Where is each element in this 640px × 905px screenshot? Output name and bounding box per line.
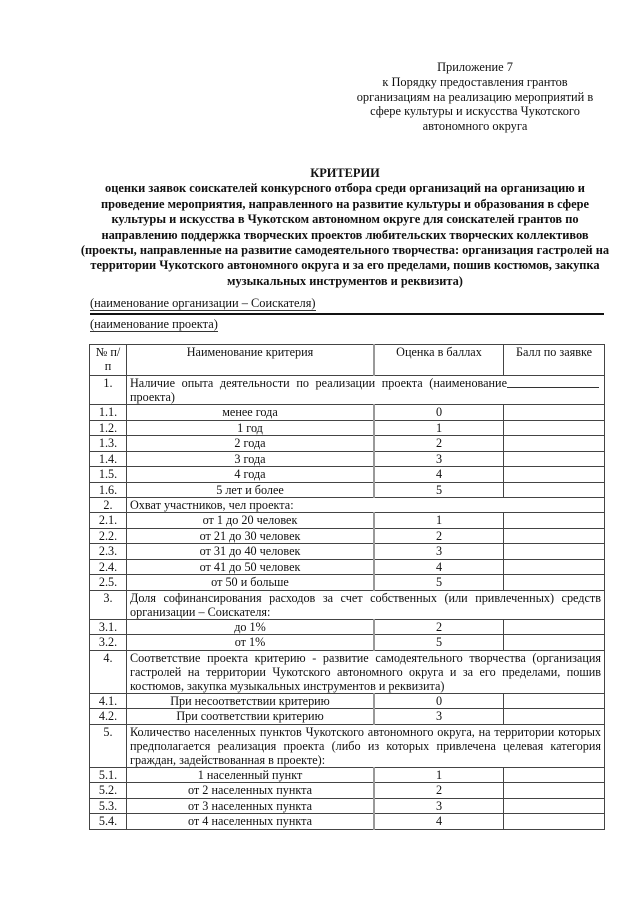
row-bal-input[interactable] (504, 693, 605, 709)
row-name: менее года (127, 405, 375, 421)
table-header-row (90, 345, 605, 376)
row-num: 4.2. (90, 709, 127, 725)
row-num: 1.5. (90, 467, 127, 483)
row-num: 1.4. (90, 451, 127, 467)
organization-name-field: (наименование организации – Соискателя) (90, 296, 316, 310)
row-num: 4.1. (90, 693, 127, 709)
row-bal-input[interactable] (504, 451, 605, 467)
row-bal-input[interactable] (504, 619, 605, 635)
table-row (90, 767, 605, 783)
row-bal-input[interactable] (504, 405, 605, 421)
row-num: 5.3. (90, 798, 127, 814)
row-score: 5 (374, 575, 504, 591)
row-bal-input[interactable] (504, 436, 605, 452)
table-row (90, 559, 605, 575)
row-name: 2 года (127, 436, 375, 452)
appendix-line: сфере культуры и искусства Чукотского (370, 104, 580, 119)
table-row (90, 619, 605, 635)
row-bal-input[interactable] (504, 513, 605, 529)
row-name: от 41 до 50 человек (127, 559, 375, 575)
table-row (90, 798, 605, 814)
table-row (90, 544, 605, 560)
appendix-line: организациям на реализацию мероприятий в (356, 89, 594, 104)
row-name: от 31 до 40 человек (127, 544, 375, 560)
row-bal-input[interactable] (504, 559, 605, 575)
row-score: 1 (374, 420, 504, 436)
section-text (127, 590, 605, 619)
section-text (127, 724, 605, 767)
header-num: № п/п (90, 345, 127, 376)
table-row (90, 436, 605, 452)
table-row (90, 635, 605, 651)
row-score: 1 (374, 513, 504, 529)
row-num: 5.1. (90, 767, 127, 783)
row-bal-input[interactable] (504, 528, 605, 544)
row-bal-input[interactable] (504, 635, 605, 651)
section-text (127, 498, 605, 513)
section-text (127, 376, 605, 405)
header-name: Наименование критерия (127, 345, 375, 376)
section-num: 4. (90, 650, 127, 693)
row-name: от 4 населенных пункта (127, 814, 375, 830)
row-score: 4 (374, 467, 504, 483)
row-bal-input[interactable] (504, 420, 605, 436)
row-num: 5.4. (90, 814, 127, 830)
row-num: 2.5. (90, 575, 127, 591)
row-name: При соответствии критерию (127, 709, 375, 725)
table-row (90, 451, 605, 467)
section-num: 5. (90, 724, 127, 767)
table-row (90, 405, 605, 421)
table-row (90, 693, 605, 709)
appendix-line: к Порядку предоставления грантов (382, 74, 568, 89)
title-subtitle: оценки заявок соискателей конкурсного отбора среди организаций на организацию и проведение мероприятия, направленного на развитие культуры и образования в сфере культуры и искусства в Чукотском автономном округе для соискателей грантов по направлению поддержка творческих проектов любительских творческих коллективов (проекты, направленные на развитие самодеятельного творчества: организация гастролей на территории Чукотского автономного округа и за его пределами, пошив костюмов, закупка музыкальных инструментов и реквизита) (80, 181, 610, 288)
row-name: 1 населенный пункт (127, 767, 375, 783)
row-bal-input[interactable] (504, 767, 605, 783)
table-row (90, 420, 605, 436)
section-text-content: Охват участников, чел проекта: (130, 498, 294, 512)
row-name: 3 года (127, 451, 375, 467)
row-name: от 50 и больше (127, 575, 375, 591)
section-num: 3. (90, 590, 127, 619)
project-name-field: (наименование проекта) (90, 317, 218, 331)
row-name: При несоответствии критерию (127, 693, 375, 709)
row-score: 2 (374, 619, 504, 635)
section-text-content: Соответствие проекта критерию - развитие самодеятельного творчества (организация гастролей на территории Чукотского автономного округа и за его пределами, пошив костюмов, закупка музыкальных инструментов и реквизита) (130, 650, 601, 693)
row-score: 1 (374, 767, 504, 783)
section-text-content: Наличие опыта деятельности по реализации проекта (наименование проекта) (130, 376, 507, 404)
row-bal-input[interactable] (504, 798, 605, 814)
row-name: 1 год (127, 420, 375, 436)
row-bal-input[interactable] (504, 783, 605, 799)
row-num: 3.2. (90, 635, 127, 651)
row-name: 5 лет и более (127, 482, 375, 498)
row-name: от 3 населенных пункта (127, 798, 375, 814)
header-score: Оценка в баллах (374, 345, 504, 376)
document-title (80, 166, 610, 289)
header-bal: Балл по заявке (504, 345, 605, 376)
table-row (90, 783, 605, 799)
row-bal-input[interactable] (504, 482, 605, 498)
appendix-line: автономного округа (422, 119, 528, 134)
row-score: 3 (374, 798, 504, 814)
appendix-note (340, 60, 610, 134)
row-score: 3 (374, 709, 504, 725)
section-row (90, 724, 605, 767)
row-name: до 1% (127, 619, 375, 635)
row-num: 3.1. (90, 619, 127, 635)
row-score: 2 (374, 436, 504, 452)
section-row (90, 498, 605, 513)
appendix-line: Приложение 7 (437, 60, 513, 74)
table-row (90, 467, 605, 483)
row-score: 4 (374, 814, 504, 830)
row-num: 1.2. (90, 420, 127, 436)
row-bal-input[interactable] (504, 544, 605, 560)
row-num: 2.1. (90, 513, 127, 529)
row-bal-input[interactable] (504, 575, 605, 591)
row-score: 4 (374, 559, 504, 575)
row-num: 2.2. (90, 528, 127, 544)
row-num: 1.6. (90, 482, 127, 498)
row-score: 2 (374, 528, 504, 544)
row-bal-input[interactable] (504, 467, 605, 483)
row-num: 2.4. (90, 559, 127, 575)
row-bal-input[interactable] (504, 814, 605, 830)
section-num: 1. (90, 376, 127, 405)
row-name: от 21 до 30 человек (127, 528, 375, 544)
section-num: 2. (90, 498, 127, 513)
row-num: 5.2. (90, 783, 127, 799)
table-row (90, 575, 605, 591)
table-row (90, 482, 605, 498)
row-name: от 1% (127, 635, 375, 651)
table-row (90, 814, 605, 830)
row-num: 1.3. (90, 436, 127, 452)
row-num: 2.3. (90, 544, 127, 560)
row-name: от 1 до 20 человек (127, 513, 375, 529)
row-name: от 2 населенных пункта (127, 783, 375, 799)
criteria-table (89, 344, 605, 830)
row-score: 5 (374, 635, 504, 651)
row-score: 3 (374, 451, 504, 467)
title-heading: КРИТЕРИИ (310, 166, 380, 180)
table-row (90, 513, 605, 529)
fill-in-line[interactable] (507, 376, 599, 388)
row-score: 3 (374, 544, 504, 560)
section-row (90, 650, 605, 693)
divider-line (90, 313, 604, 315)
row-score: 0 (374, 405, 504, 421)
row-bal-input[interactable] (504, 709, 605, 725)
section-text (127, 650, 605, 693)
row-score: 2 (374, 783, 504, 799)
section-text-content: Доля софинансирования расходов за счет собственных (или привлеченных) средств организации – Соискателя: (130, 590, 601, 619)
row-score: 5 (374, 482, 504, 498)
section-row (90, 376, 605, 405)
section-text-content: Количество населенных пунктов Чукотского автономного округа, на территории которых предполагается реализация проекта (либо из которых привлечена целевая категория граждан, задействованная в проекте): (130, 724, 601, 767)
table-row (90, 528, 605, 544)
row-name: 4 года (127, 467, 375, 483)
section-row (90, 590, 605, 619)
table-row (90, 709, 605, 725)
row-num: 1.1. (90, 405, 127, 421)
row-score: 0 (374, 693, 504, 709)
